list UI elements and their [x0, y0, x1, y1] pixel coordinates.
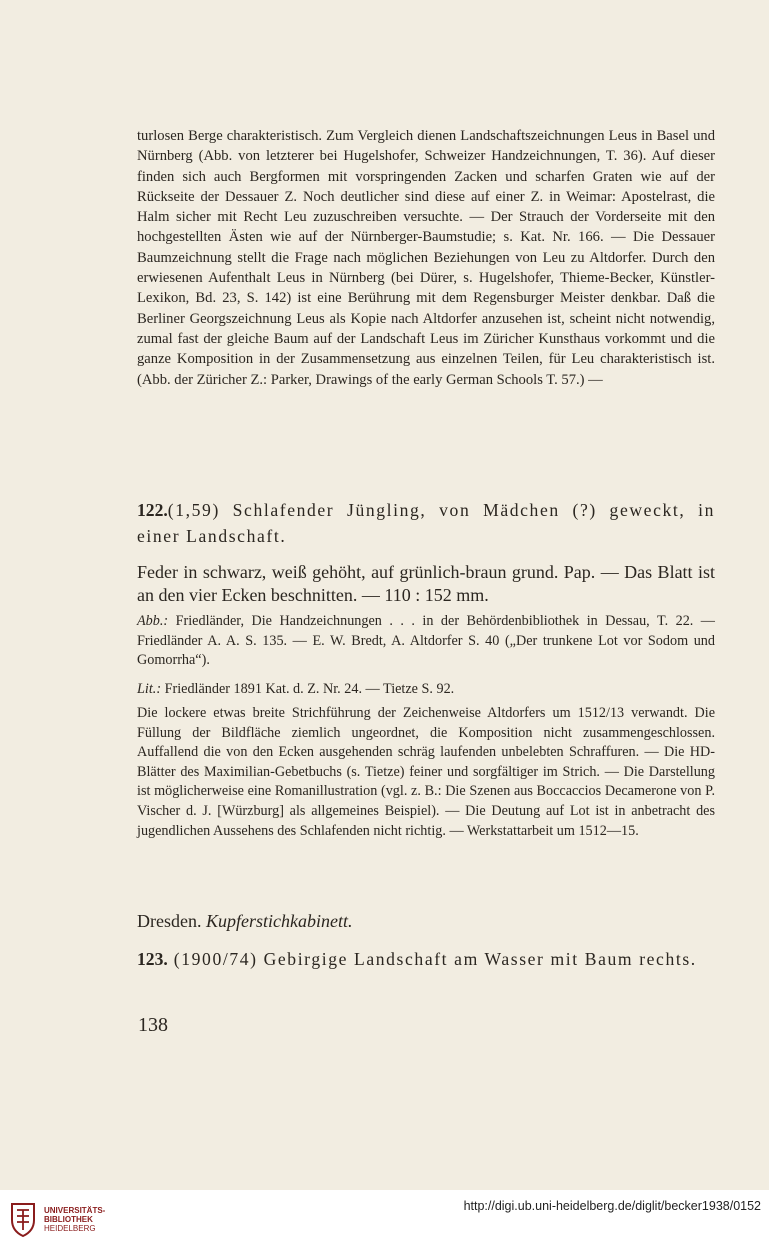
- abb-text: Friedländer, Die Handzeichnungen . . . in der Behördenbibliothek in Dessau, T. 22. — Friedländer A. A. S. 135. — E. W. Bredt, A. Altdorfer S. 40 („Der trunkene Lot vor Sodom und Gomorrha“).: [137, 613, 715, 669]
- logo-line-1: UNIVERSITÄTS-: [44, 1206, 106, 1215]
- entry-122-heading: [137, 497, 715, 549]
- source-url-link[interactable]: http://digi.ub.uni-heidelberg.de/diglit/becker1938/0152: [463, 1199, 761, 1213]
- logo-line-3: HEIDELBERG: [44, 1224, 96, 1233]
- entry-122-abb: [137, 612, 715, 671]
- lit-text: Friedländer 1891 Kat. d. Z. Nr. 24. — Tietze S. 92.: [164, 681, 455, 697]
- entry-122-commentary: Die lockere etwas breite Strichführung der Zeichenweise Altdorfers um 1512/13 verwandt. Die Füllung der Bildfläche ziemlich ungeordnet, die Komposition nicht zusammengeschlossen. Auffallend die von den Ecken ausgehenden schräg laufenden unbelebten Schraffuren. — Die HD-Blätter des Maximilian-Gebetbuchs (s. Tietze) feiner und sorgfältiger im Strich. — Die Darstellung ist möglicherweise eine Romanillustration (vgl. z. B.: Die Szenen aus Boccaccios Decamerone von P. Vischer d. J. [Würzburg] als allgemeines Beispiel). — Die Deutung auf Lot ist in anbetracht des jugendlichen Aussehens des Schlafenden nicht richtig. — Werkstattarbeit um 1512—15.: [137, 705, 715, 839]
- entry-123-heading: [137, 946, 715, 972]
- university-logo-icon: [8, 1200, 38, 1238]
- entry-122-lit: [137, 680, 715, 700]
- logo-line-2: BIBLIOTHEK: [44, 1215, 93, 1224]
- entry-122-title: (1,59) Schlafender Jüngling, von Mädchen (?) geweckt, in einer Landschaft.: [137, 500, 715, 546]
- lit-label: Lit.:: [137, 681, 162, 697]
- abb-label: Abb.:: [137, 613, 169, 629]
- location-collection: Kupferstichkabinett.: [205, 911, 353, 931]
- location-heading: [137, 910, 715, 933]
- location-city: Dresden.: [137, 911, 202, 931]
- entry-122-technique: Feder in schwarz, weiß gehöht, auf grünlich-braun grund. Pap. — Das Blatt ist an den vier Ecken beschnitten. — 110 : 152 mm.: [137, 562, 715, 605]
- entry-123-number: 123.: [137, 949, 168, 969]
- entry-123-title: (1900/74) Gebirgige Landschaft am Wasser mit Baum rechts.: [173, 949, 697, 969]
- logo-text: [44, 1206, 105, 1233]
- entry-122-number: 122.: [137, 500, 168, 520]
- paragraph-continuation: turlosen Berge charakteristisch. Zum Vergleich dienen Landschaftszeichnungen Leus in Basel und Nürnberg (Abb. von letzterer bei Hugelshofer, Schweizer Handzeichnungen, T. 36). Auf dieser finden sich auch Bergformen mit vorspringenden Zacken und scharfen Graten wie auf der Rückseite der Dessauer Z. Noch deutlicher sind diese auf einer Z. in Weimar: Apostelrast, die Halm sicher mit Recht Leu zuzuschreiben versuchte. — Der Strauch der Vorderseite mit den hochgestellten Ästen wie auf der Nürnberger-Baumstudie; s. Kat. Nr. 166. — Die Dessauer Baumzeichnung stellt die Frage nach möglichen Beziehungen von Leu zu Altdorfer. Durch den erwiesenen Aufenthalt Leus in Nürnberg (bei Dürer, s. Hugelshofer, Thieme-Becker, Künstler-Lexikon, Bd. 23, S. 142) ist eine Berührung mit dem Regensburger Meister denkbar. Daß die Berliner Georgszeichnung Leus als Kopie nach Altdorfer anzusehen ist, scheint nicht notwendig, zumal fast der gleiche Baum auf der Landschaft Leus im Züricher Kunsthaus vorkommt und die ganze Komposition in der Zusammensetzung aus einzelnen Teilen, für Leu charakteristisch ist. (Abb. der Züricher Z.: Parker, Drawings of the early German Schools T. 57.) —: [137, 128, 715, 388]
- page-number: 138: [138, 1014, 168, 1036]
